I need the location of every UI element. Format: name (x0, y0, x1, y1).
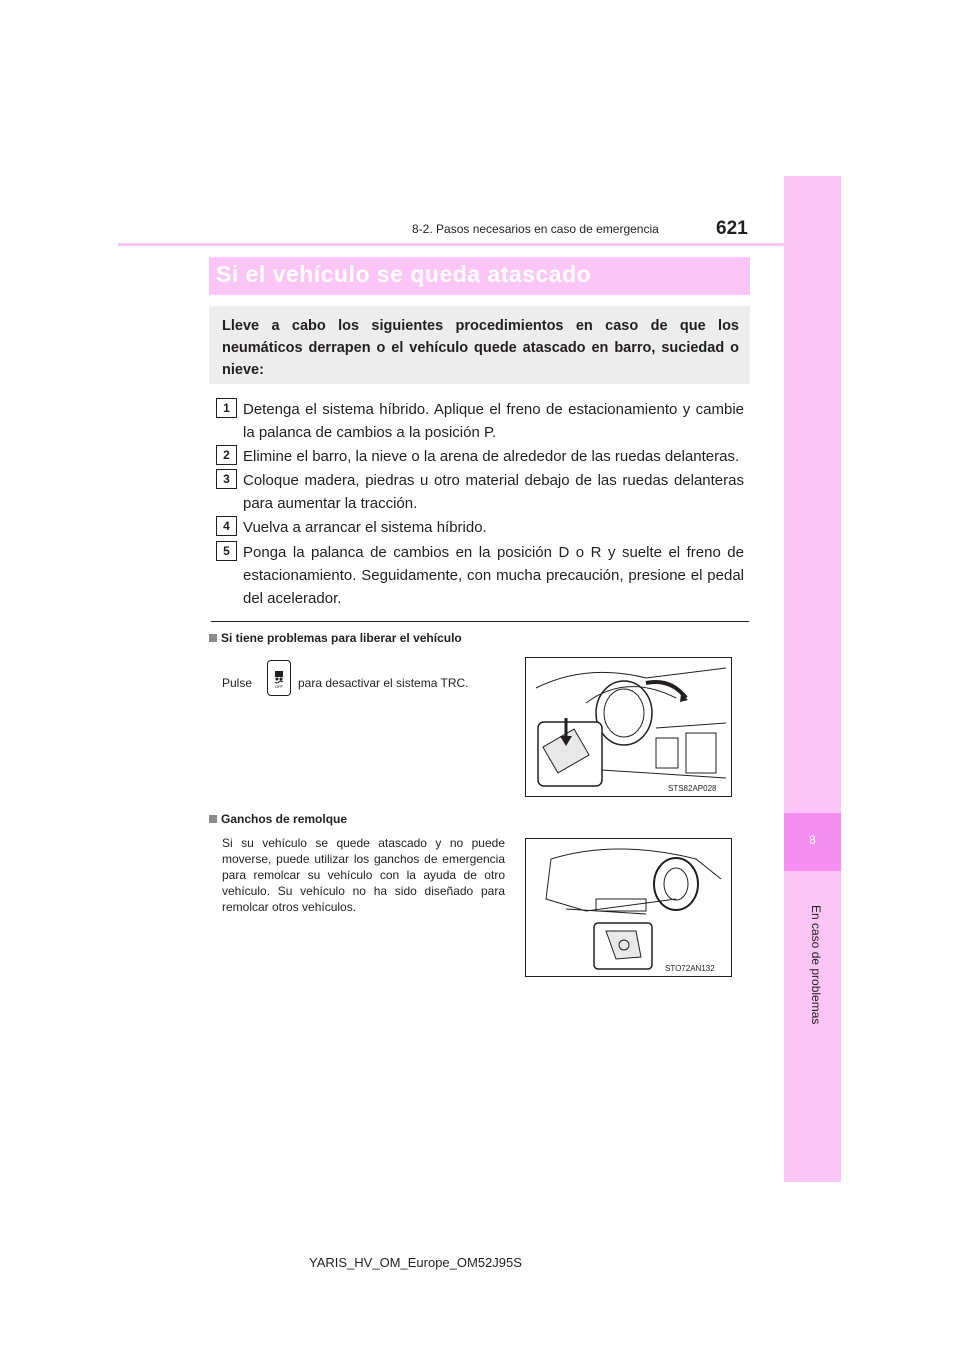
hooks-image-code: STO72AN132 (665, 964, 715, 973)
hooks-text: Si su vehículo se quede atascado y no puede moverse, puede utilizar los ganchos de emergencia para remolcar su vehículo con la ayuda de otro vehículo. Su vehículo no ha sido diseñado para remolcar otros vehículos. (222, 836, 505, 914)
trc-instruction (222, 660, 512, 696)
bullet-square-icon (209, 634, 217, 642)
section-title: 8-2. Pasos necesarios en caso de emergencia (412, 222, 659, 236)
step-number: 4 (216, 516, 237, 536)
tow-hook-illustration (525, 838, 732, 977)
intro-text: Lleve a cabo los siguientes procedimientos en caso de que los neumáticos derrapen o el vehículo quede atascado en barro, suciedad o nieve: (222, 318, 739, 378)
page-number: 621 (716, 218, 748, 239)
pulse-text: Pulse (222, 676, 253, 690)
chapter-number: 8 (809, 833, 816, 847)
trc-off-icon (267, 660, 291, 696)
step-number: 5 (216, 541, 237, 561)
trc-image-code: STS82AP028 (668, 784, 717, 793)
step-text: Coloque madera, piedras u otro material debajo de las ruedas delanteras para aumentar la tracción. (243, 472, 744, 512)
step-number: 2 (216, 445, 237, 465)
hooks-heading (209, 812, 347, 826)
bullet-square-icon (209, 815, 217, 823)
step-number: 1 (216, 398, 237, 418)
chapter-label (803, 905, 823, 1025)
hooks-heading-text: Ganchos de remolque (221, 812, 348, 826)
svg-text:OFF: OFF (275, 684, 283, 689)
header-divider (118, 243, 841, 246)
trc-heading-text: Si tiene problemas para liberar el vehículo (221, 631, 462, 645)
section-divider (211, 621, 749, 622)
trc-heading (209, 631, 462, 645)
footer-doc-id: YARIS_HV_OM_Europe_OM52J95S (309, 1255, 522, 1270)
chapter-side-tab (784, 176, 841, 1182)
trc-button-illustration (525, 657, 732, 797)
page-title: Si el vehículo se queda atascado (216, 261, 592, 287)
step-number: 3 (216, 469, 237, 489)
chapter-label-text: En caso de problemas (809, 905, 823, 1025)
step-text: Vuelva a arrancar el sistema híbrido. (243, 519, 487, 536)
pulse-description: para desactivar el sistema TRC. (298, 676, 469, 690)
step-text: Elimine el barro, la nieve o la arena de alrededor de las ruedas delanteras. (243, 448, 740, 465)
step-text: Detenga el sistema híbrido. Aplique el freno de estacionamiento y cambie la palanca de cambios a la posición P. (243, 401, 744, 441)
step-text: Ponga la palanca de cambios en la posición D o R y suelte el freno de estacionamiento. Seguidamente, con mucha precaución, presione el pedal del acelerador. (243, 544, 744, 607)
